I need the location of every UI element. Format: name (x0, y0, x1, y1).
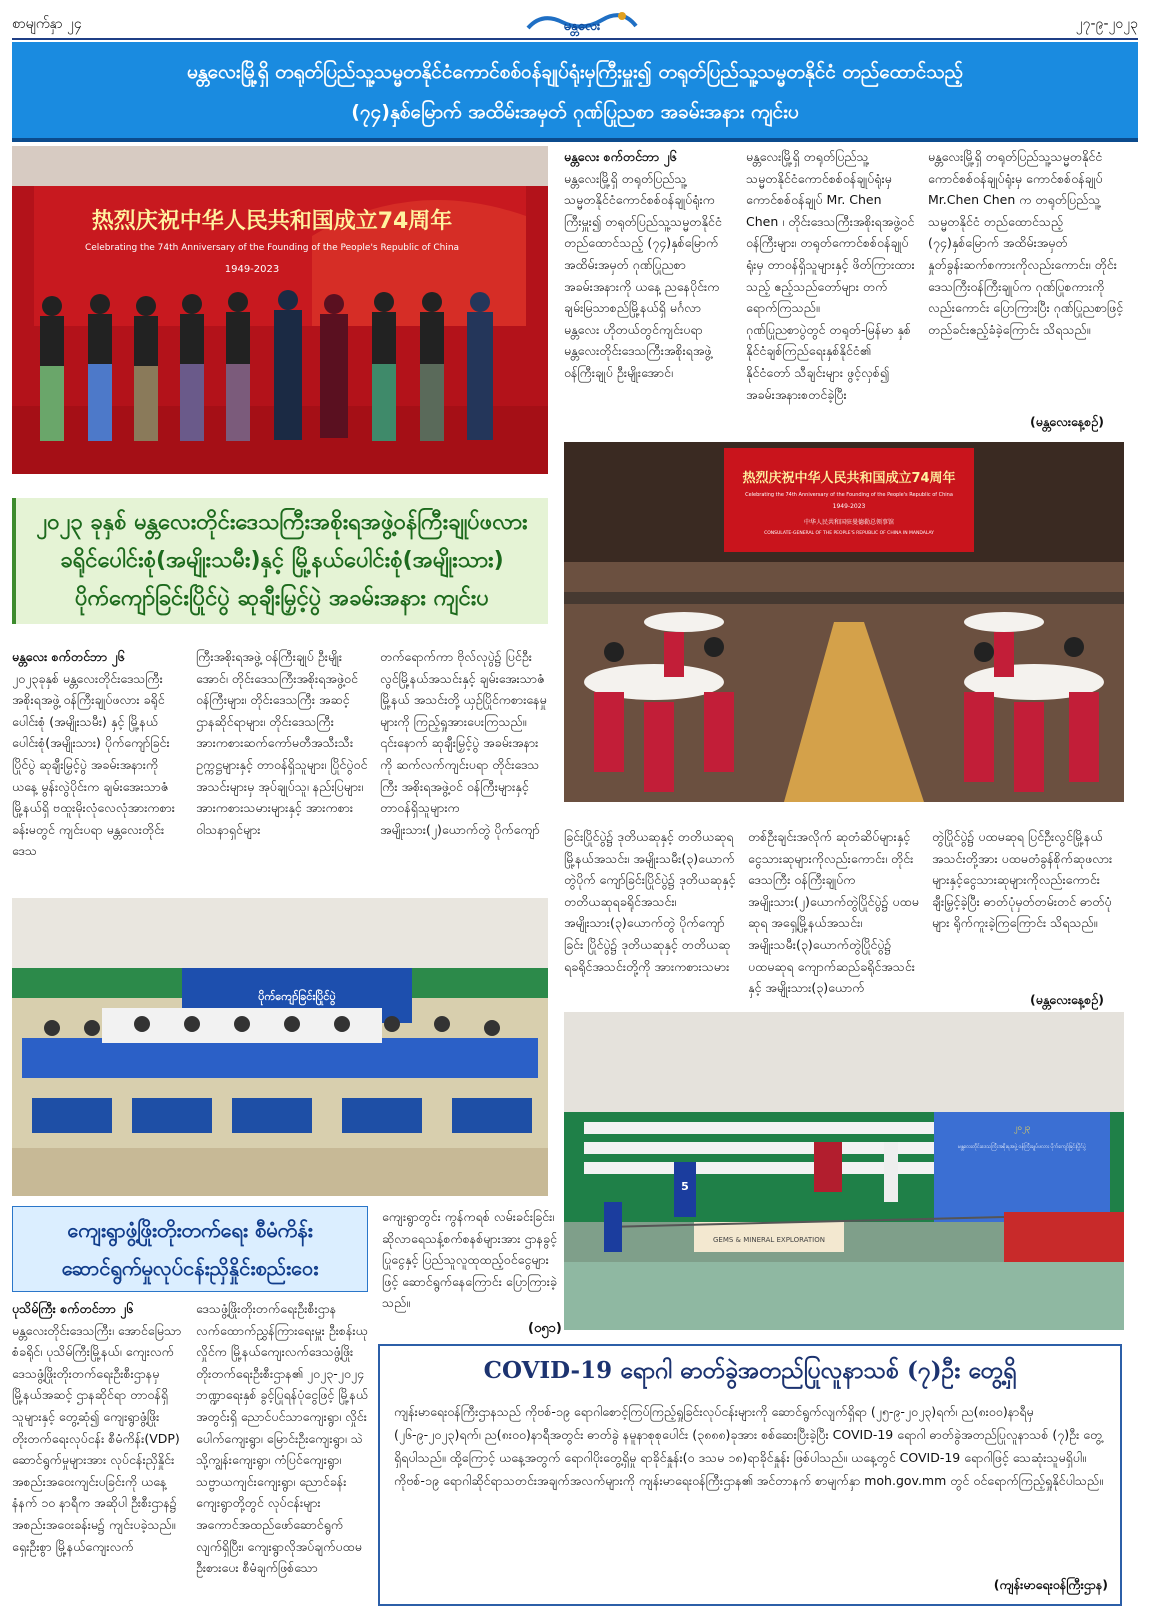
article3-col2 (196, 1298, 368, 1610)
article1-col2 (746, 146, 916, 436)
covid-body (394, 1400, 1106, 1492)
covid-source: (ကျန်းမာရေးဝန်ကြီးဌာန) (993, 1577, 1108, 1592)
article1-col2-p2: ဂုဏ်ပြုညစာပွဲတွင် တရုတ်-မြန်မာ နှစ်နိုင်ငံချစ်ကြည်ရေးနှစ်နိုင်ငံ၏ နိုင်ငံတော် သီချင်းများ ဖွင့်လှစ်၍ အခမ်းအနားစတင်ခဲ့ပြီး (746, 321, 911, 402)
article2-col1-text: ၂၀၂၃ခုနှစ် မန္တလေးတိုင်းဒေသကြီးအစိုးရအဖွဲ့ ဝန်ကြီးချုပ်ဖလား ခရိုင်ပေါင်းစုံ (အမျိုးသမီး) နှင့် မြို့နယ်ပေါင်းစုံ(အမျိုးသား) ပိုက်ကျော်ခြင်းပြိုင်ပွဲ ဆုချီးမြှင့်ပွဲ အခမ်းအနားကို ယနေ့ မွန်းလွဲပိုင်းက ချမ်းအေးသာဇံမြို့နယ်ရှိ ဗထူးမိုးလုံလေလုံအားကစားခန်းမတွင် ကျင်းပရာ မန္တလေးတိုင်းဒေသ (12, 670, 175, 859)
article3-col1-text: မန္တလေးတိုင်းဒေသကြီး၊ အောင်မြေသာစံခရိုင်၊ ပုသိမ်ကြီးမြို့နယ်၊ ကျေးလက်ဒေသဖွံ့ဖြိုးတိုးတက်ရေးဦးစီးဌာနမှ မြို့နယ်အဆင့် ဌာနဆိုင်ရာ တာဝန်ရှိသူများနှင့် တွေ့ဆုံ၍ ကျေးရွာဖွံ့ဖြိုးတိုးတက်ရေးလုပ်ငန်း စီမံကိန်း(VDP) ဆောင်ရွက်မှုများအား လုပ်ငန်းညှိနှိုင်းအစည်းအဝေးကျင်းပခြင်းကို ယနေ့ နံနက် ၁၀ နာရီက အဆိုပါ ဦးစီးဌာန၌ အစည်းအဝေးခန်းမ၌ ကျင်းပခဲ့သည်။ (12, 1322, 182, 1532)
covid-title: COVID-19 ရောဂါ ဓာတ်ခွဲအတည်ပြုလူနာသစ် (၇)ဦး တွေ့ရှိ (483, 1357, 1017, 1384)
covid-para-2: ကိုဗစ်-၁၉ ရောဂါဆိုင်ရာသတင်းအချက်အလက်များကို ကျန်းမာရေးဝန်ကြီးဌာန၏ အင်တာနက် စာမျက်နှာ moh.gov.mm တွင် ဝင်ရောက်ကြည့်ရှုနိုင်ပါသည်။ (394, 1473, 1103, 1488)
main-headline-banner (12, 42, 1138, 142)
photo2-sign-sub: 中华人民共和国驻曼德勒总领事馆 (803, 519, 895, 526)
article3-col2-text: ဒေသဖွံ့ဖြိုးတိုးတက်ရေးဦးစီးဌာနလက်ထောက်ညွှန်ကြားရေးမှူး ဦးစန်းယုလှိုင်က မြို့နယ်ကျေးလက်ဒေသဖွံ့ဖြိုးတိုးတက်ရေးဦးစီးဌာန၏ ၂၀၂၃-၂၀၂၄ ဘဏ္ဍာရေးနှစ် ခွင့်ပြုရန်ပုံငွေဖြင့် မြို့နယ်အတွင်းရှိ ညောင်ပင်သာကျေးရွာ၊ လှိုင်းပေါက်ကျေးရွာ၊ မြောင်းဦးကျေးရွာ၊ သဲသို့ကျွန်းကျေးရွာ၊ ကံပြင်ကျေးရွာ၊ သဗ္ဗာယကျင်းကျေးရွာ၊ ညောင်ခန်းကျေးရွာတို့တွင် လုပ်ငန်းများ အကောင်အထည်ဖော်ဆောင်ရွက်လျက်ရှိပြီး၊ ကျေးရွာလိုအပ်ချက်ပထမဦးစားပေး စီမံချက်ဖြစ်သော (196, 1301, 368, 1576)
article2-col6 (932, 826, 1124, 984)
article2-col5-text: တစ်ဦးချင်းအလိုက် ဆုတံဆိပ်များနှင့်ငွေသားဆုများကိုလည်းကောင်း၊ တိုင်းဒေသကြီး ဝန်ကြီးချုပ်က အမျိုးသား(၂)ယောက်တွဲပြိုင်ပွဲ၌ ပထမဆုရ အရှေ့မြို့နယ်အသင်း၊ အမျိုးသမီး(၃)ယောက်တွဲပြိုင်ပွဲ၌ ပထမဆုရ ကျောက်ဆည်ခရိုင်အသင်းနှင့် အမျိုးသား(၃)ယောက် (748, 829, 919, 996)
photo1-sign-en: Celebrating the 74th Anniversary of the Founding of the People's Republic of China (84, 243, 460, 253)
article2-col2-text: ကြီးအစိုးရအဖွဲ့ ဝန်ကြီးချုပ် ဦးမျိုးအောင်၊ တိုင်းဒေသကြီးအစိုးရအဖွဲ့ဝင် ဝန်ကြီးများ၊ တိုင်းဒေသကြီး အဆင့် ဌာနဆိုင်ရာများ၊ တိုင်းဒေသကြီး အားကစားဆက်ကော်မတီအသီးသီး ဥက္ကဋ္ဌများနှင့် တာဝန်ရှိသူများ၊ ပြိုင်ပွဲဝင်အသင်းများမှ အုပ်ချုပ်သူ၊ နည်းပြများ၊ အားကစားသမားများနှင့် အားကစားဝါသနာရှင်များ (196, 649, 368, 837)
article1-source: (မန္တလေးနေ့စဉ်) (1030, 414, 1104, 429)
photo3-banner-text: ပိုက်ကျော်ခြင်းပြိုင်ပွဲ (258, 990, 336, 1003)
article3-col3 (382, 1206, 558, 1332)
article3-col1 (12, 1298, 188, 1610)
covid-para-1: ကျန်းမာရေးဝန်ကြီးဌာနသည် ကိုဗစ်-၁၉ ရောဂါစောင့်ကြပ်ကြည့်ရှုခြင်းလုပ်ငန်းများကို ဆောင်ရွက်လျက်ရှိရာ (၂၅-၉-၂၀၂၃)ရက်၊ ည(၈း၀၀)နာရီမှ (၂၆-၉-၂၀၂၃)ရက်၊ ည(၈း၀၀)နာရီအတွင်း ဓာတ်ခွဲ နမူနာစုစုပေါင်း (၃၈၈၈)ခုအား စစ်ဆေးပြီးခဲ့ပြီး COVID-19 ရောဂါ ဓာတ်ခွဲအတည်ပြုလူနာသစ် (၇)ဦး တွေ့ရှိရပါသည်။ ထို့ကြောင့် ယနေ့အတွက် ရောဂါပိုးတွေ့ရှိမှု ရာခိုင်နှုန်း(၀ ဒသမ ၁၈)ရာခိုင်နှုန်း ဖြစ်ပါသည်။ ယနေ့တွင် COVID-19 ရောဂါဖြင့် သေဆုံးသူမရှိပါ။ (394, 1404, 1103, 1465)
article3-code: (ဝ၅၁) (528, 1321, 562, 1336)
photo2-sign-years: 1949-2023 (832, 503, 866, 510)
issue-date: ၂၇-၉-၂၀၂၃ (1075, 16, 1138, 32)
article1-col1 (564, 146, 734, 436)
photo4-banner-top: ၂၀၂၃ (1013, 1123, 1031, 1132)
article3-headline-line1: ကျေးရွာဖွံ့ဖြိုးတိုးတက်ရေး စီမံကိန်း (67, 1218, 313, 1242)
article2-col1 (12, 646, 184, 886)
headline-line-2: (၇၄)နှစ်မြောက် အထိမ်းအမှတ် ဂုဏ်ပြုညစာ အခမ်းအနား ကျင်းပ (351, 101, 799, 123)
article2-col3 (380, 646, 548, 886)
group-photo (12, 146, 548, 474)
jersey-number: 5 (681, 1180, 689, 1193)
article2-col6-text: တွဲပြိုင်ပွဲ၌ ပထမဆုရ ပြင်ဦးလွင်မြို့နယ်အသင်းတို့အား ပထမတံခွန်စိုက်ဆုဖလားများနှင့်ငွေသားဆုများကိုလည်းကောင်း ချီးမြှင့်ခဲ့ပြီး ဓာတ်ပုံမှတ်တမ်းတင် ဓာတ်ပုံများ ရိုက်ကူးခဲ့ကြကြောင်း သိရသည်။ (932, 829, 1113, 931)
article2-headline (12, 498, 548, 624)
photo4-banner-text: မန္တလေးတိုင်းဒေသကြီးအစိုးရအဖွဲ့ ဝန်ကြီးချုပ်ဖလား ပိုက်ကျော်ခြင်းပြိုင်ပွဲ (958, 1144, 1086, 1150)
article2-source: (မန္တလေးနေ့စဉ်) (1030, 992, 1104, 1007)
match-photo (564, 1012, 1124, 1330)
award-group-photo (12, 898, 548, 1196)
article2-col4-text: ခြင်းပြိုင်ပွဲ၌ ဒုတိယဆုနှင့် တတိယဆုရမြို့နယ်အသင်း၊ အမျိုးသမီး(၃)ယောက်တွဲပိုက် ကျော်ခြင်းပြိုင်ပွဲ၌ ဒုတိယဆုနှင့် တတိယဆုရခရိုင်အသင်း၊ အမျိုးသား(၃)ယောက်တွဲ ပိုက်ကျော်ခြင်း ပြိုင်ပွဲ၌ ဒုတိယဆုနှင့် တတိယဆုရခရိုင်အသင်းတို့ကို အားကစားသမား (564, 829, 736, 974)
covid-notice-box (378, 1344, 1122, 1606)
article2-byline: မန္တလေး စက်တင်ဘာ ၂၆ (12, 649, 125, 664)
article2-col3-p1: တက်ရောက်ကာ ဗိုလ်လုပွဲ၌ ပြင်ဦးလွင်မြို့နယ်အသင်းနှင့် ချမ်းအေးသာဇံမြို့နယ် အသင်းတို့ ယှဉ်ပြိုင်ကစားနေမှုများကို ကြည့်ရှုအားပေးကြသည်။ (380, 649, 547, 729)
article2-headline-line3: ပိုက်ကျော်ခြင်းပြိုင်ပွဲ ဆုချီးမြှင့်ပွဲ အခမ်းအနား ကျင်းပ (75, 586, 489, 611)
article2-col4 (564, 826, 736, 1006)
article1-byline: မန္တလေး စက်တင်ဘာ ၂၆ (564, 149, 677, 164)
article1-col2-p1: မန္တလေးမြို့ရှိ တရုတ်ပြည်သူ့သမ္မတနိုင်ငံကောင်စစ်ဝန်ချုပ်ရုံးမှ ကောင်စစ်ဝန်ချုပ် Mr. Chen Chen ၊ တိုင်းဒေသကြီးအစိုးရအဖွဲ့ဝင်ဝန်ကြီးများ၊ တရုတ်ကောင်စစ်ဝန်ချုပ်ရုံးမှ တာဝန်ရှိသူများနှင့် ဖိတ်ကြားထားသည့် ဧည့်သည်တော်များ တက်ရောက်ကြသည်။ (746, 149, 915, 316)
article1-col3 (928, 146, 1124, 412)
article3-headline-line2: ဆောင်ရွက်မှုလုပ်ငန်းညှိနှိုင်းစည်းဝေး (61, 1256, 319, 1280)
article2-col5 (748, 826, 920, 1006)
article1-col1-text: မန္တလေးမြို့ရှိ တရုတ်ပြည်သူ့သမ္မတနိုင်ငံကောင်စစ်ဝန်ချုပ်ရုံးက ကြီးမှူး၍ တရုတ်ပြည်သူ့သမ္မတနိုင်ငံ တည်ထောင်သည့် (၇၄)နှစ်မြောက် အထိမ်းအမှတ် ဂုဏ်ပြုညစာ အခမ်းအနားကို ယနေ့ ညနေပိုင်းက ချမ်းမြသာစည်မြို့နယ်ရှိ မင်္ဂလာ မန္တလေး ဟိုတယ်တွင်ကျင်းပရာ မန္တလေးတိုင်းဒေသကြီးအစိုးရအဖွဲ့ ဝန်ကြီးချုပ် ဦးမျိုးအောင်၊ (564, 170, 722, 380)
article3-byline: ပုသိမ်ကြီး စက်တင်ဘာ ၂၆ (12, 1301, 134, 1316)
banquet-photo (564, 442, 1124, 802)
logo-text: မန္တလေး (563, 19, 601, 34)
photo4-ad-text: GEMS & MINERAL EXPLORATION (712, 1236, 826, 1244)
article3-headline (12, 1206, 368, 1292)
headline-line-1: မန္တလေးမြို့ရှိ တရုတ်ပြည်သူ့သမ္မတနိုင်ငံကောင်စစ်ဝန်ချုပ်ရုံးမှကြီးမှူး၍ တရုတ်ပြည်သူ့သမ္မတနိုင်ငံ တည်ထောင်သည့် (186, 61, 964, 83)
page-header (12, 8, 1138, 38)
article2-headline-line1: ၂၀၂၃ ခုနှစ် မန္တလေးတိုင်းဒေသကြီးအစိုးရအဖွဲ့ဝန်ကြီးချုပ်ဖလား (36, 510, 528, 535)
photo2-sign-cn: 热烈庆祝中华人民共和国成立74周年 (742, 471, 956, 486)
article2-col2 (196, 646, 368, 886)
article2-col3-p2: ၎င်းနောက် ဆုချီးမြှင့်ပွဲ အခမ်းအနားကို ဆက်လက်ကျင်းပရာ တိုင်းဒေသကြီး အစိုးရအဖွဲ့ဝင် ဝန်ကြီးများနှင့် တာဝန်ရှိသူများက အမျိုးသား(၂)ယောက်တွဲ ပိုက်ကျော် (380, 735, 540, 837)
header-rule (12, 38, 1138, 40)
photo1-sign-cn: 热烈庆祝中华人民共和国成立74周年 (91, 209, 453, 234)
page-number: စာမျက်နှာ ၂၄ (12, 16, 82, 32)
masthead-logo (522, 8, 642, 38)
article1-col3-text: မန္တလေးမြို့ရှိ တရုတ်ပြည်သူ့သမ္မတနိုင်ငံကောင်စစ်ဝန်ချုပ်ရုံးမှ ကောင်စစ်ဝန်ချုပ် Mr.Chen Chen က တရုတ်ပြည်သူ့သမ္မတနိုင်ငံ တည်ထောင်သည့် (၇၄)နှစ်မြောက် အထိမ်းအမှတ် နှုတ်ခွန်းဆက်စကားကိုလည်းကောင်း၊ တိုင်းဒေသကြီးဝန်ကြီးချုပ်က ဂုဏ်ပြုစကားကိုလည်းကောင်း ပြောကြားပြီး ဂုဏ်ပြုညစာဖြင့် တည်ခင်းဧည့်ခံခဲ့ကြောင်း သိရသည်။ (928, 149, 1124, 337)
photo2-sign-sub-en: CONSULATE-GENERAL OF THE PEOPLE'S REPUBLIC OF CHINA IN MANDALAY (764, 531, 934, 536)
photo2-sign-en: Celebrating the 74th Anniversary of the Founding of the People's Republic of China (745, 492, 953, 498)
article2-headline-line2: ခရိုင်ပေါင်းစုံ(အမျိုးသမီး)နှင့် မြို့နယ်ပေါင်းစုံ(အမျိုးသား) (60, 548, 504, 573)
photo1-sign-years: 1949-2023 (224, 264, 280, 275)
article3-col1-tail: ရှေးဦးစွာ မြို့နယ်ကျေးလက် (12, 1538, 134, 1554)
article3-col3-text: ကျေးရွာတွင်း ကွန်ကရစ် လမ်းခင်းခြင်း၊ ဆိုလာရေသန့်စက်စနစ်များအား ဌာနခွင့်ပြုငွေနှင့် ပြည်သူလူထုထည့်ဝင်ငွေများဖြင့် ဆောင်ရွက်နေကြောင်း ပြောကြားခဲ့သည်။ (382, 1209, 557, 1311)
